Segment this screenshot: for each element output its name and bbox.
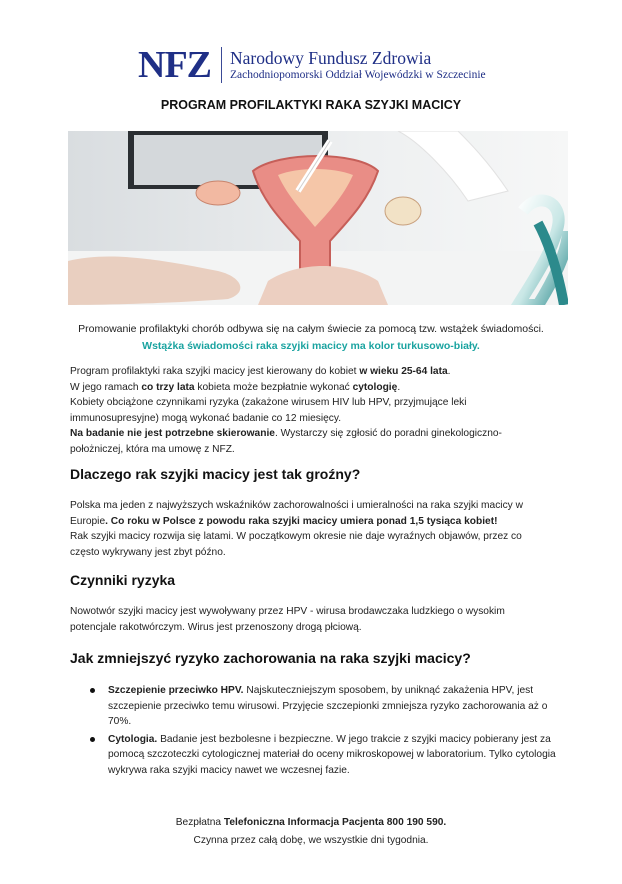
text-run: Polska ma jeden z najwyższych wskaźników zachorowalności i umieralności na raka szyjki macicy w Europie	[70, 500, 523, 527]
header-divider	[221, 47, 222, 83]
hours-line: Czynna przez całą dobę, we wszystkie dni tygodnia.	[193, 835, 429, 846]
frequency: co trzy lata	[141, 381, 195, 393]
section-heading-danger: Dlaczego rak szyjki macicy jest tak groźny?	[70, 466, 361, 482]
bullet-term: Cytologia.	[108, 733, 158, 745]
intro-section	[0, 321, 622, 355]
list-item	[90, 683, 560, 730]
document-title: PROGRAM PROFILAKTYKI RAKA SZYJKI MACICY	[160, 98, 462, 112]
header-text	[230, 48, 486, 82]
text-run: Bezpłatna	[175, 817, 224, 828]
risk-factors-paragraph: Nowotwór szyjki macicy jest wywoływany przez HPV - wirusa brodawczaka ludzkiego o wysokim potencjale rakotwórczym. Wirus jest przenoszony drogą płciową.	[70, 606, 505, 633]
ribbon-note: Wstążka świadomości raka szyjki macicy ma kolor turkusowo-biały.	[142, 340, 480, 352]
bullet-text: Najskuteczniejszym sposobem, by uniknąć zakażenia HPV, jest szczepienie przeciwko temu wirusowi. Przyjęcie szczepionki zmniejsza ryzyko zachorowania aż o 70%.	[108, 685, 548, 728]
mortality-note: . Co roku w Polsce z powodu raka szyjki macicy umiera ponad 1,5 tysiąca kobiet!	[105, 515, 498, 527]
program-description	[70, 364, 550, 458]
text-run: .	[397, 381, 401, 393]
bullet-term: Szczepienie przeciwko HPV.	[108, 685, 244, 696]
org-name: Narodowy Fundusz Zdrowia	[230, 48, 432, 68]
bullet-icon	[90, 737, 95, 742]
bullet-text: Badanie jest bezbolesne i bezpieczne. W jego trakcie z szyjki macicy pobierany jest za pomocą szczoteczki cytologicznej materiał do oceny mikroskopowej w laboratorium. Tylko cytologia wykrywa raka szyjki macicy nawet we wczesnej fazie.	[108, 733, 556, 776]
program-target-line	[70, 364, 550, 380]
department-name: Zachodniopomorski Oddział Wojewódzki w Szczecinie	[230, 69, 486, 81]
hotline-line	[0, 814, 622, 832]
referral-paragraph	[70, 426, 550, 457]
program-frequency-line	[70, 380, 550, 396]
prevention-list	[90, 683, 560, 781]
bullet-icon	[90, 688, 95, 693]
nfz-logo	[138, 46, 211, 84]
text-run: Program profilaktyki raka szyjki macicy jest kierowany do kobiet	[70, 366, 360, 377]
section-heading-prevention: Jak zmniejszyć ryzyko zachorowania na raka szyjki macicy?	[70, 650, 471, 666]
hero-image	[68, 131, 568, 305]
section-heading-risk: Czynniki ryzyka	[70, 572, 176, 588]
list-item	[90, 732, 560, 779]
exam-name: cytologię	[352, 381, 398, 393]
header	[138, 46, 486, 84]
intro-line: Promowanie profilaktyki chorób odbywa się na całym świecie za pomocą tzw. wstążek świadomości.	[78, 323, 544, 335]
logo-text: NFZ	[138, 44, 211, 86]
age-range: w wieku 25-64 lata	[359, 366, 448, 377]
section-danger-body	[70, 498, 550, 560]
no-referral-note: Na badanie nie jest potrzebne skierowanie	[70, 428, 275, 440]
text-run: .	[447, 366, 451, 377]
statistics-paragraph	[70, 498, 550, 529]
risk-group-paragraph: Kobiety obciążone czynnikami ryzyka (zakażone wirusem HIV lub HPV, przyjmujące leki immunosupresyjne) mogą wykonać badanie co 12 miesięcy.	[70, 397, 467, 424]
hotline-number: Telefoniczna Informacja Pacjenta 800 190 590.	[223, 817, 447, 828]
text-run: . Wystarczy się zgłosić do poradni ginekologiczno-położniczej, która ma umowę z NFZ.	[70, 428, 502, 455]
text-run: kobieta może bezpłatnie wykonać	[194, 381, 353, 393]
development-paragraph: Rak szyjki macicy rozwija się latami. W początkowym okresie nie daje wyraźnych objawów, przez co często wykrywany jest zbyt późno.	[70, 531, 522, 558]
text-run: W jego ramach	[70, 381, 142, 393]
hero-illustration	[68, 131, 568, 305]
footer	[0, 814, 622, 850]
